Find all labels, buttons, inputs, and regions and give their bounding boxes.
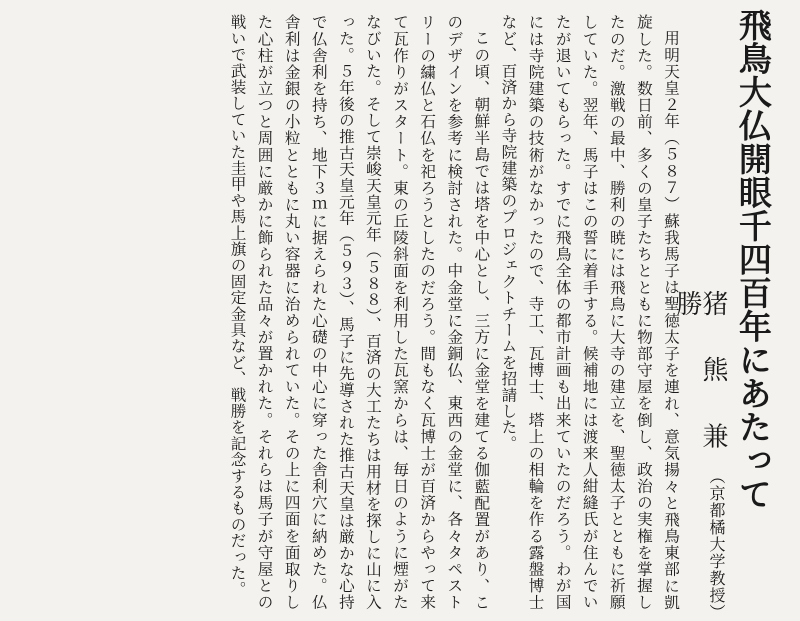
paragraph-2: この頃、朝鮮半島では塔を中心とし、三方に金堂を建てる伽藍配置があり、このデザインを参考に検討された。中金堂に金銅仏、東西の金堂に、各々タペストリーの繍仏と石仏を祀ろうとしたのだろう。間もなく瓦博士が百済からやって来て瓦作りがスタート。東の丘陵斜面を利用した瓦窯からは、毎日のように煙がたなびいた。そして崇峻天皇元年（５８８）、百済の大工たちは用材を探しに山に入った。５年後の推古天皇元年（５９３）、馬子に先導された推古天皇は厳かな心持で仏舎利を持ち、地下３ｍに据えられた心礎の中心に穿った舎利穴に納めた。仏舎利は金銀の小粒とともに丸い容器に治められていた。その上に四面を面取りした心柱が立つと周囲に厳かに飾られた品々が置かれた。それらは馬子が守屋との戦いで武装していた圭甲や馬上旗の固定金具など、戦勝を記念するものだった。 <box>228 14 491 610</box>
article-title: 飛鳥大仏開眼千四百年にあたって <box>733 8 773 511</box>
article-body <box>4 14 684 610</box>
author-affiliation: （京都橘大学教授） <box>707 468 726 621</box>
paragraph-1: 用明天皇２年（５８７）蘇我馬子は聖徳太子を連れ、意気揚々と飛鳥東部に凱旋した。数日前、多くの皇子たちとともに物部守屋を倒し、政治の実権を掌握したのだ。激戦の最中、勝利の暁には飛鳥に大寺の建立を、聖徳太子とともに祈願していた。翌年、馬子はこの誓に着手する。候補地には渡来人紺縫氏が住んでいたが退いてもらった。すでに飛鳥全体の都市計画も出来ていたのだろう。わが国には寺院建築の技術がなかったので、寺工、瓦博士、塔上の相輪を作る露盤博士など、百済から寺院建築のプロジェクトチームを招請した。 <box>499 14 680 610</box>
author-name: 猪 熊 兼 勝 <box>672 290 728 465</box>
